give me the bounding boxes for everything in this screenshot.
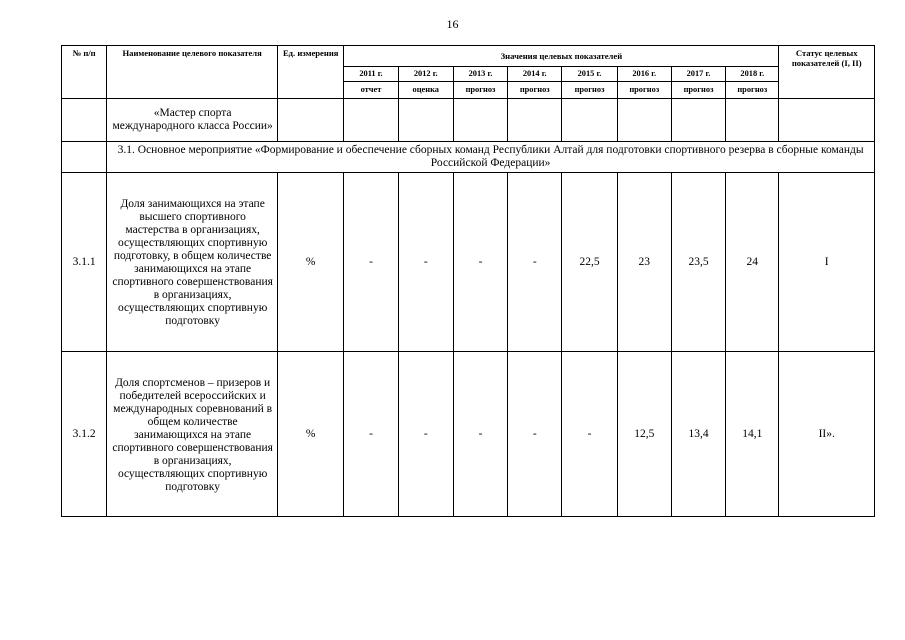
year-2011: 2011 г.: [344, 67, 398, 82]
value-2013: -: [453, 173, 507, 352]
indicator-name-continuation: «Мастер спорта международного класса России»: [107, 99, 278, 142]
year-2015: 2015 г.: [562, 67, 617, 82]
value-2017: 23,5: [671, 173, 725, 352]
header-name: Наименование целевого показателя: [107, 46, 278, 99]
cell-empty: [671, 99, 725, 142]
type-2013: прогноз: [453, 82, 507, 99]
year-2017: 2017 г.: [671, 67, 725, 82]
row-number: 3.1.2: [62, 352, 107, 517]
value-2014: -: [508, 352, 562, 517]
type-2015: прогноз: [562, 82, 617, 99]
type-2014: прогноз: [508, 82, 562, 99]
value-2013: -: [453, 352, 507, 517]
year-2018: 2018 г.: [726, 67, 779, 82]
year-2012: 2012 г.: [398, 67, 453, 82]
cell-empty: [508, 99, 562, 142]
unit-cell: %: [278, 352, 344, 517]
value-2018: 24: [726, 173, 779, 352]
header-unit: Ед. измерения: [278, 46, 344, 99]
section-row: [62, 142, 875, 173]
table-row: [62, 173, 875, 352]
value-2011: -: [344, 352, 398, 517]
type-2018: прогноз: [726, 82, 779, 99]
target-indicators-table: [61, 45, 875, 517]
row-number: 3.1.1: [62, 173, 107, 352]
year-2016: 2016 г.: [617, 67, 671, 82]
value-2017: 13,4: [671, 352, 725, 517]
table-row: [62, 352, 875, 517]
cell-empty: [562, 99, 617, 142]
cell-empty: [779, 99, 875, 142]
type-2011: отчет: [344, 82, 398, 99]
value-2012: -: [398, 352, 453, 517]
cell-empty: [62, 142, 107, 173]
header-status: Статус целевых показателей (I, II): [779, 46, 875, 99]
value-2018: 14,1: [726, 352, 779, 517]
header-values-group: Значения целевых показателей: [344, 46, 779, 67]
cell-empty: [62, 99, 107, 142]
cell-empty: [726, 99, 779, 142]
value-2012: -: [398, 173, 453, 352]
status-cell: II».: [779, 352, 875, 517]
unit-cell: %: [278, 173, 344, 352]
year-2014: 2014 г.: [508, 67, 562, 82]
status-cell: I: [779, 173, 875, 352]
value-2016: 23: [617, 173, 671, 352]
type-2016: прогноз: [617, 82, 671, 99]
cell-empty: [617, 99, 671, 142]
indicator-name: Доля спортсменов – призеров и победителей всероссийских и международных соревнований в общем количестве занимающихся на этапе спортивного совершенствования в организациях, осуществляющих спортивную подготовку: [107, 352, 278, 517]
cell-empty: [398, 99, 453, 142]
type-2012: оценка: [398, 82, 453, 99]
section-heading: 3.1. Основное мероприятие «Формирование и обеспечение сборных команд Республики Алтай для подготовки спортивного резерва в сборные команды Российской Федерации»: [107, 142, 875, 173]
value-2015: 22,5: [562, 173, 617, 352]
cell-empty: [453, 99, 507, 142]
page-number: 16: [446, 17, 459, 31]
cell-empty: [344, 99, 398, 142]
header-num: № п/п: [62, 46, 107, 99]
value-2014: -: [508, 173, 562, 352]
value-2011: -: [344, 173, 398, 352]
value-2016: 12,5: [617, 352, 671, 517]
cell-empty: [278, 99, 344, 142]
table-row-continuation: [62, 99, 875, 142]
type-2017: прогноз: [671, 82, 725, 99]
value-2015: -: [562, 352, 617, 517]
year-2013: 2013 г.: [453, 67, 507, 82]
indicator-name: Доля занимающихся на этапе высшего спортивного мастерства в организациях, осуществляющих спортивную подготовку, в общем количестве занимающихся на этапе спортивного совершенствования в организациях, осуществляющих спортивную подготовку: [107, 173, 278, 352]
